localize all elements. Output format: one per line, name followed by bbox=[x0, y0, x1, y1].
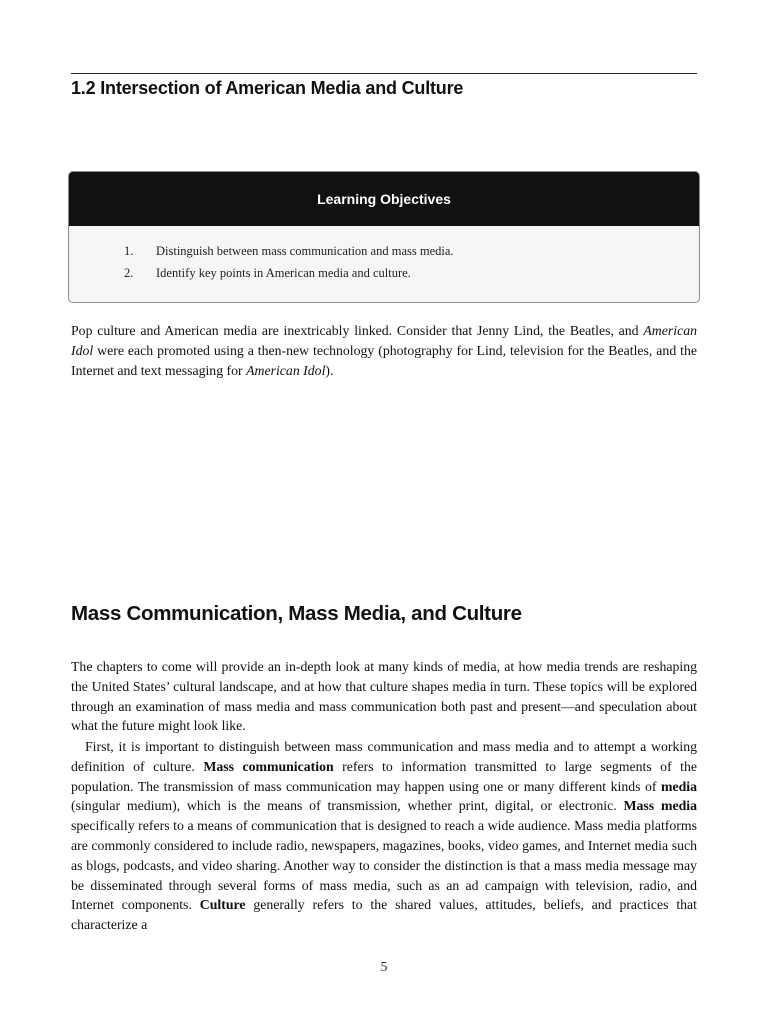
body-paragraph-2 bbox=[71, 737, 697, 935]
key-term-mass-media: Mass media bbox=[623, 798, 697, 814]
learning-objectives-list bbox=[69, 226, 699, 284]
objective-text: Identify key points in American media and culture. bbox=[156, 266, 411, 280]
body-text: refers to information transmitted to large segments of the population. The transmission of mass communication may happen using one or many different kinds of bbox=[71, 758, 697, 794]
objective-text: Distinguish between mass communication and mass media. bbox=[156, 244, 454, 258]
learning-objectives-box bbox=[68, 171, 700, 303]
section-title: 1.2 Intersection of American Media and Culture bbox=[71, 78, 464, 98]
intro-text: were each promoted using a then-new technology (photography for Lind, television for the Beatles, and the Internet and text messaging for bbox=[71, 342, 697, 378]
body-text: specifically refers to a means of communication that is designed to reach a wide audience. Mass media platforms are commonly considered to include radio, newspapers, magazines, books, video games, and Internet media such as blogs, podcasts, and video sharing. Another way to consider the distinction is that a mass media message may be disseminated through several forms of mass media, such as an ad campaign with television, radio, and Internet components. bbox=[71, 818, 697, 913]
intro-text: Pop culture and American media are inextricably linked. Consider that Jenny Lind, the Beatles, and bbox=[71, 323, 644, 338]
body-text: First, it is important to distinguish between mass communication and mass media and to attempt a working definition of culture. bbox=[71, 739, 697, 774]
objective-item bbox=[69, 240, 699, 262]
intro-italic-title: American Idol bbox=[246, 362, 326, 378]
intro-italic-title: American Idol bbox=[71, 323, 697, 358]
intro-text: ). bbox=[325, 362, 334, 378]
body-paragraph-1: The chapters to come will provide an in-depth look at many kinds of media, at how media trends are reshaping the United States’ cultural landscape, and at how that culture shapes media in turn. These topics will be explored through an examination of mass media and mass communication both past and present—and speculation about what the future might look like. bbox=[71, 659, 697, 734]
objective-item bbox=[69, 262, 699, 284]
top-divider bbox=[71, 73, 697, 74]
subsection-heading: Mass Communication, Mass Media, and Culture bbox=[71, 602, 522, 625]
learning-objectives-header: Learning Objectives bbox=[69, 172, 699, 226]
intro-paragraph bbox=[71, 321, 697, 380]
body-text: generally refers to the shared values, attitudes, beliefs, and practices that characterize a bbox=[71, 897, 698, 933]
key-term-media: media bbox=[660, 778, 697, 794]
key-term-mass-communication: Mass communication bbox=[203, 758, 334, 774]
objective-number: 2. bbox=[124, 266, 134, 280]
page-number: 5 bbox=[380, 959, 388, 974]
objective-number: 1. bbox=[124, 244, 134, 258]
key-term-culture: Culture bbox=[199, 897, 246, 913]
body-text: (singular medium), which is the means of transmission, whether print, digital, or electronic. bbox=[71, 798, 624, 814]
